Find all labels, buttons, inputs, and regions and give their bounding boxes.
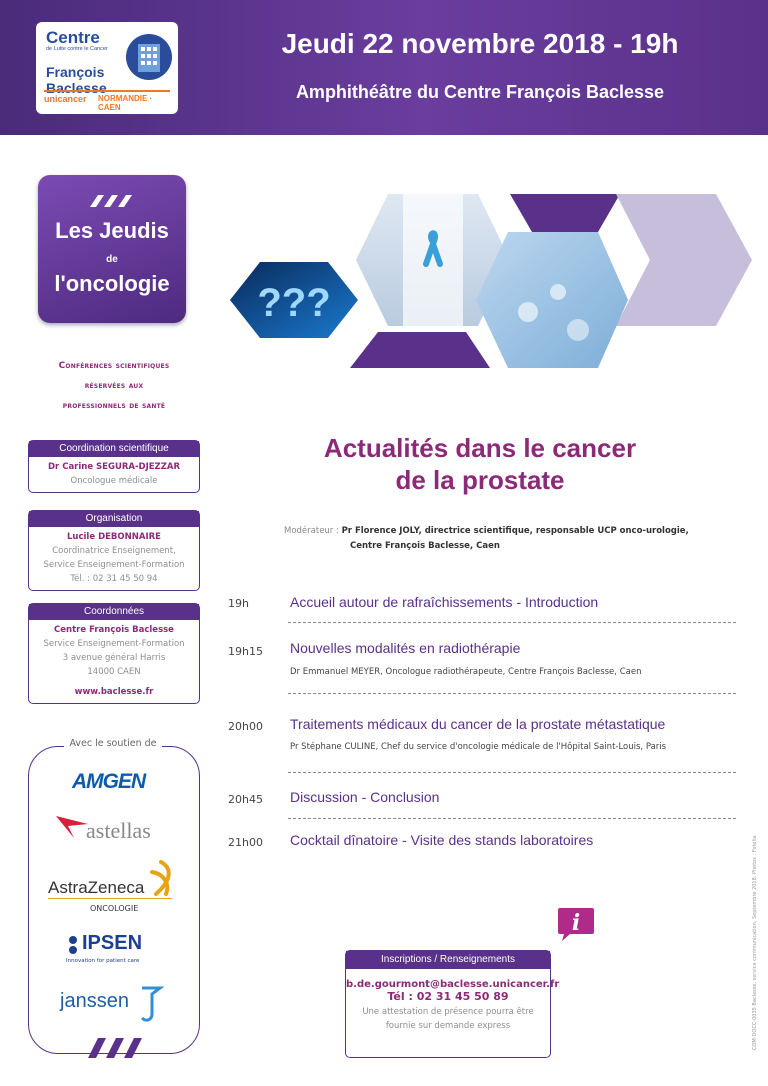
moderator-line1: Pr Florence JOLY, directrice scientifique, responsable UCP onco-urologie, bbox=[341, 526, 689, 536]
coordination-name: Dr Carine SEGURA-DJEZZAR bbox=[48, 462, 180, 472]
organisation-phone: Tél. : 02 31 45 50 94 bbox=[70, 574, 158, 584]
jeudis-line2: l'oncologie bbox=[54, 271, 170, 296]
janssen-logo: janssen bbox=[60, 990, 129, 1012]
program-time-5: 21h00 bbox=[228, 836, 263, 849]
organisation-line2: Service Enseignement-Formation bbox=[43, 560, 185, 570]
program-divider-3 bbox=[288, 772, 736, 773]
inscriptions-email[interactable]: b.de.gourmont@baclesse.unicancer.fr bbox=[346, 979, 560, 990]
purple-hexagon-bottom bbox=[350, 332, 490, 368]
lilac-hexagon bbox=[616, 194, 752, 326]
program-divider-4 bbox=[288, 818, 736, 819]
medicine-hexagon bbox=[476, 232, 628, 368]
program-title-1: Accueil autour de rafraîchissements - Introduction bbox=[290, 594, 599, 610]
inscriptions-note1: Une attestation de présence pourra être bbox=[362, 1007, 534, 1017]
les-jeudis-logo bbox=[38, 175, 186, 323]
ipsen-tag: Innovation for patient care bbox=[66, 958, 140, 964]
stripes-footer-icon bbox=[86, 1034, 144, 1060]
unicancer-brand: unicancer bbox=[44, 94, 87, 104]
inscriptions-box bbox=[345, 950, 560, 1058]
coordonnees-line1: Service Enseignement-Formation bbox=[43, 639, 185, 649]
hexagon-collage bbox=[228, 192, 754, 370]
coordination-header: Coordination scientifique bbox=[29, 441, 199, 457]
sponsors-header: Avec le soutien de bbox=[64, 738, 162, 749]
logo-name-centre: Centre bbox=[46, 28, 100, 47]
moderator-label: Modérateur : bbox=[284, 526, 339, 536]
svg-text:???: ??? bbox=[257, 281, 331, 325]
program-time-4: 20h45 bbox=[228, 793, 263, 806]
jeudis-de: de bbox=[106, 254, 118, 265]
program-time-2: 19h15 bbox=[228, 645, 263, 658]
coordination-box bbox=[28, 440, 200, 493]
coordination-role: Oncologue médicale bbox=[70, 476, 158, 486]
organisation-box bbox=[28, 510, 200, 591]
astellas-logo: astellas bbox=[86, 818, 151, 843]
program-title-2: Nouvelles modalités en radiothérapie bbox=[290, 640, 521, 656]
event-date-title: Jeudi 22 novembre 2018 - 19h bbox=[281, 28, 679, 59]
ipsen-icon bbox=[64, 934, 82, 956]
program-divider-2 bbox=[288, 693, 736, 694]
conference-title: Actualités dans le cancer de la prostate bbox=[323, 433, 637, 495]
ipsen-logo-wrap bbox=[58, 930, 160, 970]
logo-name-francois: François Baclesse bbox=[46, 64, 107, 96]
coordonnees-header: Coordonnées bbox=[29, 604, 199, 620]
program-title-4: Discussion - Conclusion bbox=[290, 789, 440, 805]
janssen-symbol-icon bbox=[138, 984, 164, 1024]
coordonnees-name: Centre François Baclesse bbox=[54, 625, 174, 635]
amgen-logo: AMGEN bbox=[72, 770, 146, 793]
building-icon bbox=[124, 32, 174, 82]
svg-text:i: i bbox=[571, 910, 581, 936]
program-speaker-2: Dr Emmanuel MEYER, Oncologue radiothérapeute, Centre François Baclesse, Caen bbox=[290, 667, 642, 677]
side-credit: COM-DOCC-0035 Baclesse, service communication, Septembre 2018. Photos : Fotolia bbox=[752, 835, 758, 1050]
moderator-block bbox=[284, 524, 754, 554]
program-title-5: Cocktail dînatoire - Visite des stands laboratoires bbox=[290, 832, 594, 848]
organisation-header: Organisation bbox=[29, 511, 199, 527]
organisation-line1: Coordinatrice Enseignement, bbox=[52, 546, 176, 556]
purple-hexagon-top bbox=[510, 194, 620, 232]
program-title-3: Traitements médicaux du cancer de la prostate métastatique bbox=[290, 716, 666, 732]
moderator-line2: Centre François Baclesse, Caen bbox=[350, 541, 500, 551]
ipsen-name: IPSEN bbox=[82, 932, 143, 954]
centre-baclesse-logo bbox=[36, 22, 178, 114]
event-venue: Amphithéâtre du Centre François Baclesse bbox=[295, 82, 665, 102]
program-speaker-3: Pr Stéphane CULINE, Chef du service d'oncologie médicale de l'Hôpital Saint-Louis, Paris bbox=[290, 742, 667, 752]
jeudis-line1: Les Jeudis bbox=[55, 218, 169, 243]
astrazeneca-logo: AstraZeneca bbox=[48, 878, 145, 897]
website-link[interactable]: www.baclesse.fr bbox=[74, 687, 154, 697]
coordonnees-line2: 3 avenue général Harris bbox=[62, 653, 166, 663]
coordonnees-box bbox=[28, 603, 200, 704]
coordonnees-line3: 14000 CAEN bbox=[87, 667, 141, 677]
program-divider-1 bbox=[288, 622, 736, 623]
logo-small-line: de Lutte contre le Cancer bbox=[46, 46, 108, 52]
inscriptions-header: Inscriptions / Renseignements bbox=[346, 951, 550, 969]
astellas-star-icon bbox=[54, 812, 90, 840]
program-time-1: 19h bbox=[228, 597, 249, 610]
inscriptions-note2: fournie sur demande express bbox=[385, 1021, 511, 1031]
astrazeneca-symbol-icon bbox=[146, 860, 176, 896]
audience-tagline: Conférences scientifiques réservées aux professionnels de santé bbox=[58, 361, 170, 411]
organisation-name: Lucile DEBONNAIRE bbox=[67, 532, 161, 542]
stripes-icon bbox=[88, 193, 138, 209]
inscriptions-phone: Tél : 02 31 45 50 89 bbox=[387, 990, 509, 1003]
region-label: NORMANDIE · CAEN bbox=[98, 94, 153, 112]
program-time-3: 20h00 bbox=[228, 720, 263, 733]
astrazeneca-rule bbox=[48, 898, 172, 899]
astrazeneca-sub: ONCOLOGIE bbox=[90, 904, 139, 913]
info-icon bbox=[556, 906, 596, 942]
